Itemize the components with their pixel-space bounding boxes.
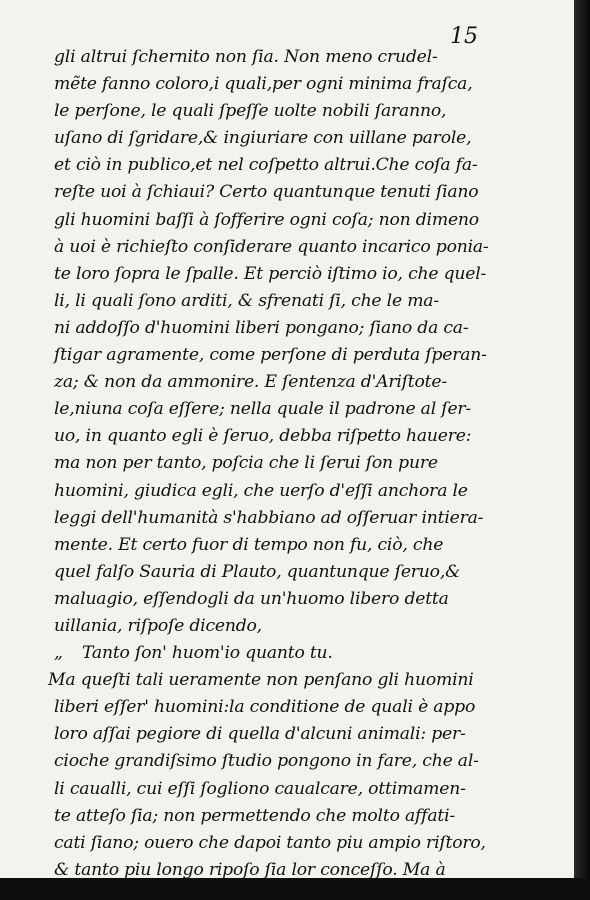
- text-line: huomini, giudica egli, che uerſo d'eſſi anchora le: [54, 480, 468, 501]
- text-line: li caualli, cui eſſi ſogliono caualcare, ottimamen-: [54, 778, 466, 799]
- text-line: ſtigar agramente, come perſone di perduta ſperan-: [54, 345, 487, 366]
- quotation-line: [54, 640, 492, 667]
- text-line: uo, in quanto egli è ſeruo, debba riſpetto hauere:: [54, 426, 472, 447]
- text-line: uſano di ſgridare,& ingiuriare con uillane parole,: [54, 128, 472, 149]
- text-line: uillania, riſpoſe dicendo,: [54, 615, 262, 636]
- text-line: leggi dell'humanità s'habbiano ad oſſeruar intiera-: [54, 507, 484, 528]
- text-line: & tanto piu longo ripoſo ſia lor conceſſo. Ma à: [54, 859, 446, 878]
- quotation-text: Tanto ſon' huom'io quanto tu.: [82, 643, 333, 664]
- text-line: mente. Et certo fuor di tempo non fu, ciò, che: [54, 534, 444, 555]
- text-line: te atteſo ſia; non permettendo che molto affati-: [54, 805, 456, 826]
- body-text: [48, 44, 492, 878]
- page-number: 15: [450, 24, 478, 49]
- text-line: et ciò in publico,et nel coſpetto altrui.Che coſa fa-: [54, 155, 478, 176]
- text-line: maluagio, eſſendogli da un'huomo libero detta: [54, 588, 449, 609]
- text-line: Ma queſti tali ueramente non penſano gli huomini: [48, 670, 474, 691]
- text-line: loro aſſai pegiore di quella d'alcuni animali: per-: [54, 724, 466, 745]
- text-line: za; & non da ammonire. E ſentenza d'Ariſtote-: [54, 372, 447, 393]
- text-line: ni addoſſo d'huomini liberi pongano; ſiano da ca-: [54, 317, 469, 338]
- quote-mark: „: [54, 643, 63, 664]
- text-line: ma non per tanto, poſcia che li ſerui ſon pure: [54, 453, 438, 474]
- text-line: le perſone, le quali ſpeſſe uolte nobili ſaranno,: [54, 101, 447, 122]
- text-line: quel falſo Sauria di Plauto, quantunque ſeruo,&: [54, 561, 461, 582]
- text-line: cati ſiano; ouero che dapoi tanto piu ampio riſtoro,: [54, 832, 486, 853]
- text-line: li, li quali ſono arditi, & sfrenati ſi, che le ma-: [54, 290, 439, 311]
- page-bottom-edge: [0, 878, 590, 900]
- text-line: reſte uoi à ſchiaui? Certo quantunque tenuti ſiano: [54, 182, 479, 203]
- text-line: le,niuna coſa eſſere; nella quale il padrone al ſer-: [54, 399, 472, 420]
- text-line: liberi eſſer' huomini:la conditione de quali è appo: [54, 697, 476, 718]
- text-line: à uoi è richieſto conſiderare quanto incarico ponia-: [54, 236, 489, 257]
- text-line: gli altrui ſchernito non ſia. Non meno crudel-: [54, 47, 438, 67]
- text-line: mẽte fanno coloro,i quali,per ogni minima fraſca,: [54, 74, 473, 95]
- text-line: cioche grandiſsimo ſtudio pongono in fare, che al-: [54, 751, 479, 772]
- page-gutter-shadow: [574, 0, 590, 900]
- text-line: te loro ſopra le ſpalle. Et perciò iſtimo io, che quel-: [54, 263, 487, 284]
- text-line: gli huomini baſſi à ſofferire ogni coſa; non dimeno: [54, 209, 479, 230]
